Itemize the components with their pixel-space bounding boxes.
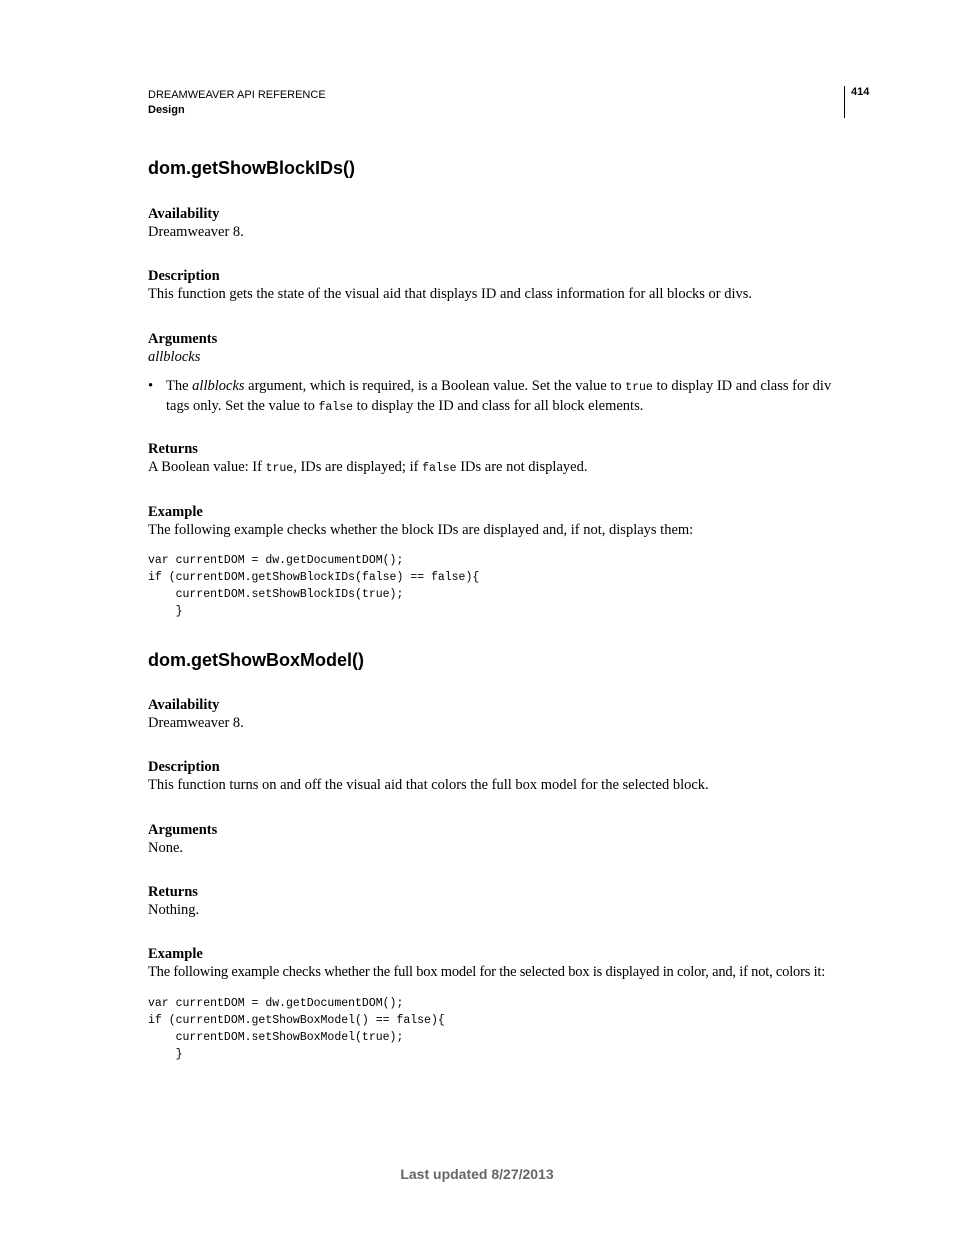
returns-code-false: false — [422, 462, 457, 475]
example-heading: Example — [148, 504, 203, 520]
example-heading: Example — [148, 946, 203, 962]
arguments-section-1 — [148, 330, 848, 417]
availability-heading: Availability — [148, 697, 220, 713]
returns-heading: Returns — [148, 441, 198, 457]
document-title: DREAMWEAVER API REFERENCE — [148, 89, 326, 101]
code-example-1: var currentDOM = dw.getDocumentDOM(); if (currentDOM.getShowBlockIDs(false) == false){ currentDOM.setShowBlockIDs(true); } — [148, 554, 480, 618]
example-intro: The following example checks whether the block IDs are displayed and, if not, displays them: — [148, 522, 694, 538]
argument-name: allblocks — [148, 349, 201, 365]
bullet-code-true: true — [625, 381, 653, 394]
example-section-1 — [148, 503, 848, 540]
bullet-code-false: false — [318, 401, 354, 414]
function-title-getshowboxmodel: dom.getShowBoxModel() — [148, 650, 364, 670]
footer-last-updated: Last updated 8/27/2013 — [400, 1166, 554, 1182]
example-section-2 — [148, 945, 854, 982]
returns-text: Nothing. — [148, 902, 200, 918]
arguments-text: None. — [148, 840, 184, 856]
function-title-getshowblockids: dom.getShowBlockIDs() — [148, 158, 356, 178]
availability-text: Dreamweaver 8. — [148, 715, 244, 731]
returns-code-true: true — [265, 462, 294, 475]
availability-text: Dreamweaver 8. — [148, 224, 244, 240]
bullet-arg: allblocks — [192, 378, 245, 394]
description-text: This function gets the state of the visual aid that displays ID and class information for all blocks or divs. — [148, 286, 753, 302]
description-section-1 — [148, 267, 848, 304]
arguments-heading: Arguments — [148, 331, 218, 347]
page-number: 414 — [851, 86, 870, 98]
bullet-text-4: to display the ID and class for all block elements. — [353, 398, 644, 414]
arguments-section-2 — [148, 821, 848, 858]
bullet-text-1: The — [166, 378, 193, 394]
returns-text-3: IDs are not displayed. — [456, 459, 588, 475]
returns-section-2 — [148, 883, 848, 920]
description-text: This function turns on and off the visual aid that colors the full box model for the selected block. — [148, 777, 709, 793]
code-example-2: var currentDOM = dw.getDocumentDOM(); if (currentDOM.getShowBoxModel() == false){ currentDOM.setShowBoxModel(true); } — [148, 997, 445, 1061]
bullet-mark: • — [148, 378, 154, 394]
description-section-2 — [148, 758, 848, 795]
returns-text-1: A Boolean value: If — [148, 459, 266, 475]
description-heading: Description — [148, 759, 220, 775]
availability-section-2 — [148, 696, 848, 733]
returns-text-2: , IDs are displayed; if — [293, 459, 423, 475]
returns-section-1 — [148, 440, 848, 478]
running-header — [148, 88, 326, 118]
returns-heading: Returns — [148, 884, 198, 900]
header-divider — [844, 86, 845, 118]
availability-section-1 — [148, 205, 848, 242]
bullet-text-2: argument, which is required, is a Boolean value. Set the value to — [244, 378, 626, 394]
example-intro: The following example checks whether the full box model for the selected box is displayed in color, and, if not, colors it: — [148, 964, 826, 980]
argument-bullet — [148, 377, 848, 417]
arguments-heading: Arguments — [148, 822, 218, 838]
availability-heading: Availability — [148, 206, 220, 222]
bullet-text-3: to display ID and class for div tags only. Set the value to — [166, 378, 832, 414]
section-name: Design — [148, 104, 185, 116]
returns-text — [148, 458, 848, 478]
description-heading: Description — [148, 268, 220, 284]
